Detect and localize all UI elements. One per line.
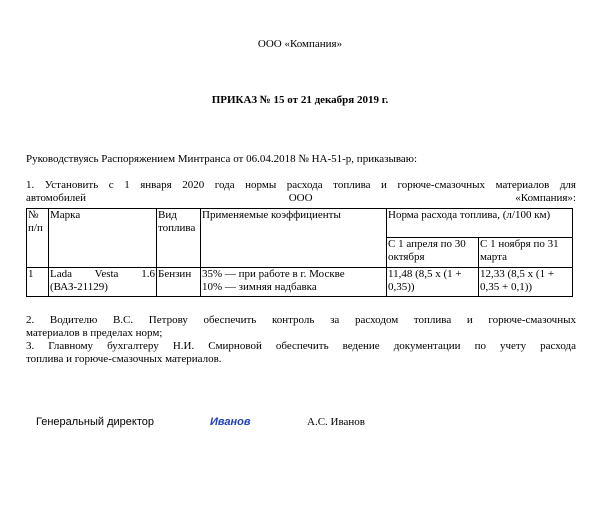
order-item-3-line1: 3. Главному бухгалтеру Н.И. Смирновой обеспечить ведение документации по учету расхода bbox=[26, 340, 576, 352]
cell-winter-line1: 12,33 (8,5 х (1 + bbox=[480, 268, 555, 280]
order-item-3-line2: топлива и горюче-смазочных материалов. bbox=[26, 353, 222, 365]
cell-summer-line1: 11,48 (8,5 х (1 + bbox=[388, 268, 462, 280]
header-period-summer: С 1 апреля по 30 октября bbox=[387, 238, 479, 268]
order-item-1 bbox=[26, 179, 576, 205]
fuel-norms-table bbox=[26, 208, 573, 297]
signatory-name: А.С. Иванов bbox=[307, 416, 365, 428]
header-coefficients: Применяемые коэффициенты bbox=[201, 209, 387, 268]
order-item-1-line2: автомобилей ООО «Компания»: bbox=[26, 192, 576, 204]
cell-fuel: Бензин bbox=[157, 268, 201, 297]
order-item-2-line1: 2. Водителю В.С. Петрову обеспечить контроль за расходом топлива и горюче-смазочных bbox=[26, 314, 576, 326]
header-num: № п/п bbox=[27, 209, 49, 268]
cell-brand-line2: (ВАЗ-21129) bbox=[50, 281, 108, 293]
header-period-winter: С 1 ноября по 31 марта bbox=[479, 238, 573, 268]
cell-norm-summer bbox=[387, 268, 479, 297]
cell-winter-line2: 0,35 + 0,1)) bbox=[480, 281, 533, 293]
cell-coef-line1: 35% — при работе в г. Москве bbox=[202, 268, 345, 280]
header-brand: Марка bbox=[49, 209, 157, 268]
cell-num: 1 bbox=[27, 268, 49, 297]
company-name: ООО «Компания» bbox=[257, 38, 343, 50]
cell-summer-line2: 0,35)) bbox=[388, 281, 415, 293]
cell-coefficients bbox=[201, 268, 387, 297]
cell-norm-winter bbox=[479, 268, 573, 297]
table-row bbox=[27, 268, 573, 297]
header-norm: Норма расхода топлива, (л/100 км) bbox=[387, 209, 573, 238]
cell-coef-line2: 10% — зимняя надбавка bbox=[202, 281, 317, 293]
cell-brand-line1: Lada Vesta 1.6 bbox=[50, 268, 155, 280]
order-items-2-3 bbox=[26, 314, 576, 366]
order-item-1-line1: 1. Установить с 1 января 2020 года нормы расхода топлива и горюче-смазочных материалов для bbox=[26, 179, 576, 191]
order-preamble: Руководствуясь Распоряжением Минтранса от 06.04.2018 № НА-51-р, приказываю: bbox=[26, 153, 418, 165]
order-title: ПРИКАЗ № 15 от 21 декабря 2019 г. bbox=[211, 94, 389, 106]
order-item-2-line2: материалов в пределах норм; bbox=[26, 327, 163, 339]
signature-position: Генеральный директор bbox=[36, 416, 154, 428]
cell-brand bbox=[49, 268, 157, 297]
header-fuel: Вид топлива bbox=[157, 209, 201, 268]
handwritten-signature: Иванов bbox=[210, 416, 251, 428]
table-header-row bbox=[27, 209, 573, 238]
